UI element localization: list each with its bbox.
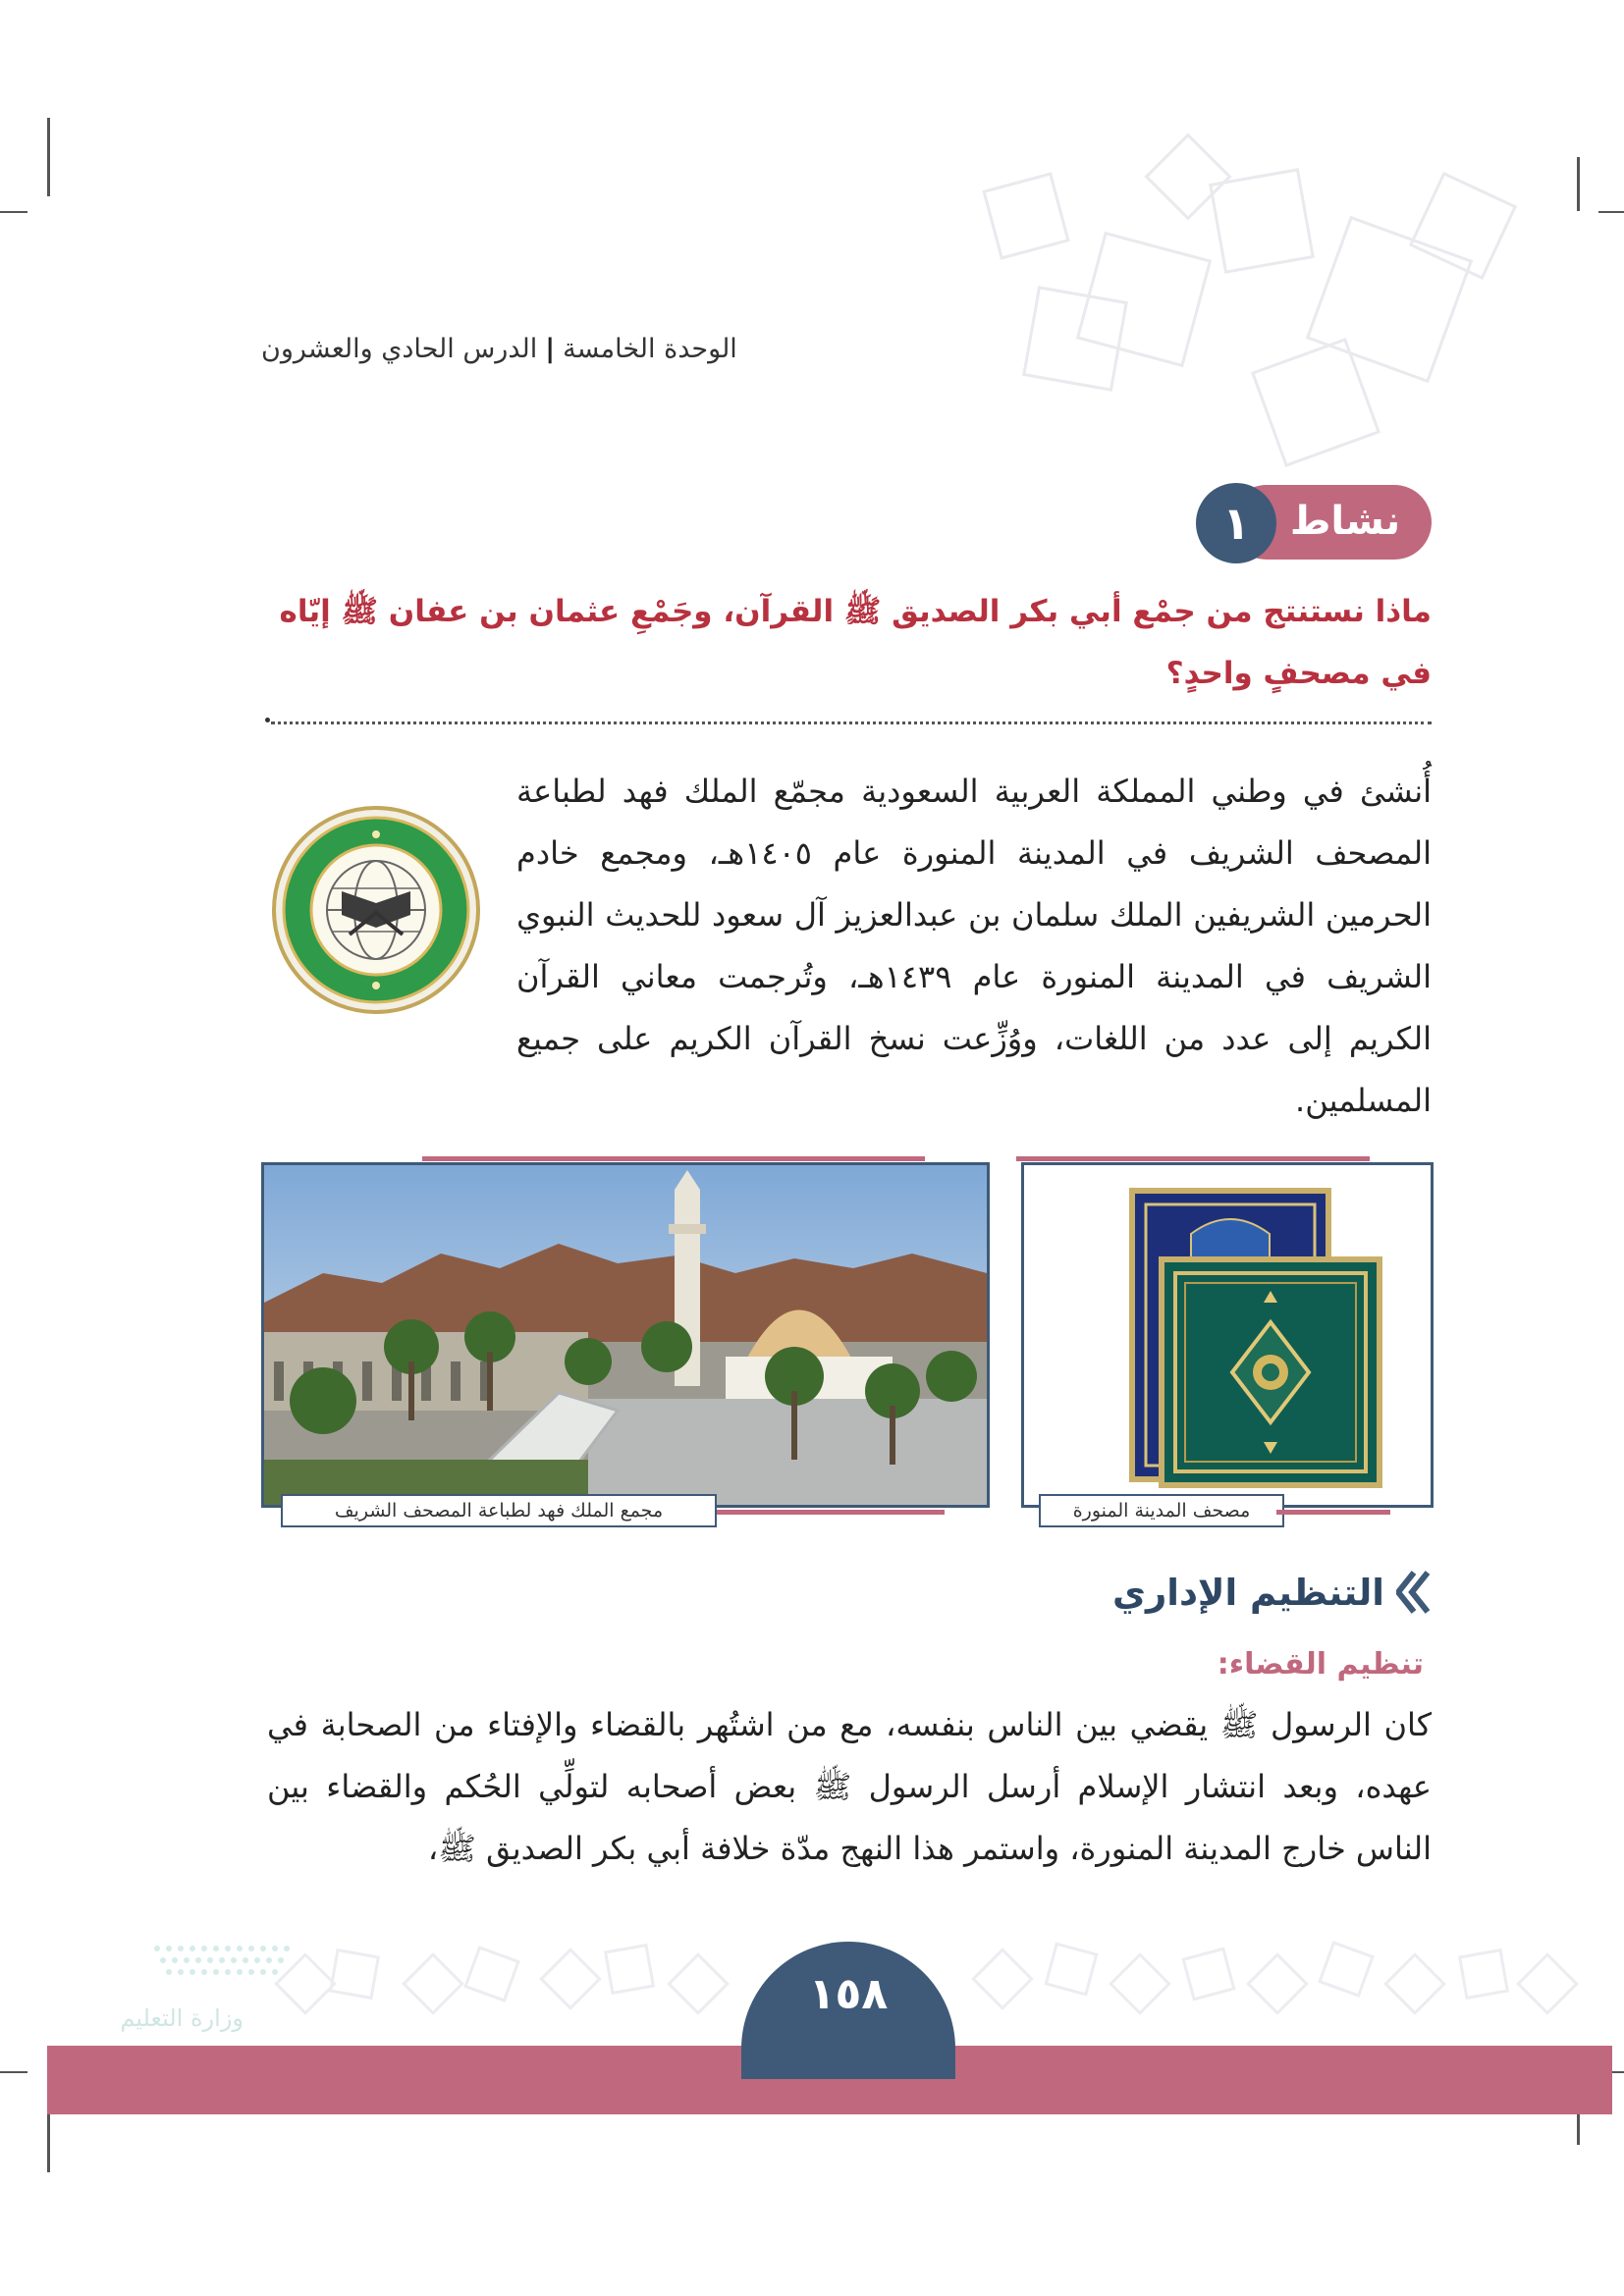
lesson-label: الدرس الحادي والعشرون [261,334,538,364]
intro-paragraph: أُنشئ في وطني المملكة العربية السعودية مجمّع الملك فهد لطباعة المصحف الشريف في المدينة المنورة عام ١٤٠٥هـ، ومجمع خادم الحرمين الشريفين الملك سلمان بن عبدالعزيز آل سعود للحديث النبوي الشريف في المدينة المنورة عام ١٤٣٩هـ، وتُرجمت معاني القرآن الكريم إلى عدد من اللغات، ووُزِّعت نسخ القرآن الكريم على جميع المسلمين. [516,773,1433,1119]
ministry-watermark: وزارة التعليم [120,2004,244,2032]
photo-accent [422,1156,925,1161]
activity-question: ماذا نستنتج من جمْع أبي بكر الصديق ﷺ القرآن، وجَمْعِ عثمان بن عفان ﷺ إيّاه في مصحفٍ واحدٍ؟ [279,594,1432,691]
king-fahd-complex-image [264,1165,987,1505]
answer-line-dot [265,718,270,722]
section-title: التنظيم الإداري [1112,1571,1384,1614]
answer-line[interactable] [271,721,1432,724]
subheading: تنظيم القضاء: [1217,1647,1424,1682]
photo-accent [1016,1156,1370,1161]
activity-number: ١ [1196,483,1276,563]
complex-caption: مجمع الملك فهد لطباعة المصحف الشريف [281,1494,717,1527]
page-number: ١٥٨ [808,1969,889,2019]
activity-label: نشاط [1289,499,1401,544]
photo-accent [717,1510,945,1515]
section-heading [1112,1571,1432,1614]
complex-photo-frame [261,1162,990,1508]
section-body: كان الرسول ﷺ يقضي بين الناس بنفسه، مع من اشتُهر بالقضاء والإفتاء من الصحابة في عهده، وبعد انتشار الإسلام أرسل الرسول ﷺ بعض أصحابه لتولِّي الحُكم والقضاء بين الناس خارج المدينة المنورة، واستمر هذا النهج مدّة خلافة أبي بكر الصديق ﷺ، [267,1706,1432,1867]
mushaf-image [1024,1165,1431,1505]
double-chevron-icon [1396,1571,1432,1614]
mushaf-caption: مصحف المدينة المنورة [1039,1494,1284,1527]
lesson-header [261,334,752,364]
mushaf-photo-frame [1021,1162,1434,1508]
activity-badge [1196,483,1434,563]
photo-accent [1276,1510,1390,1515]
header-separator: | [545,334,556,364]
king-fahd-complex-seal [271,805,481,1015]
unit-label: الوحدة الخامسة [563,334,737,364]
